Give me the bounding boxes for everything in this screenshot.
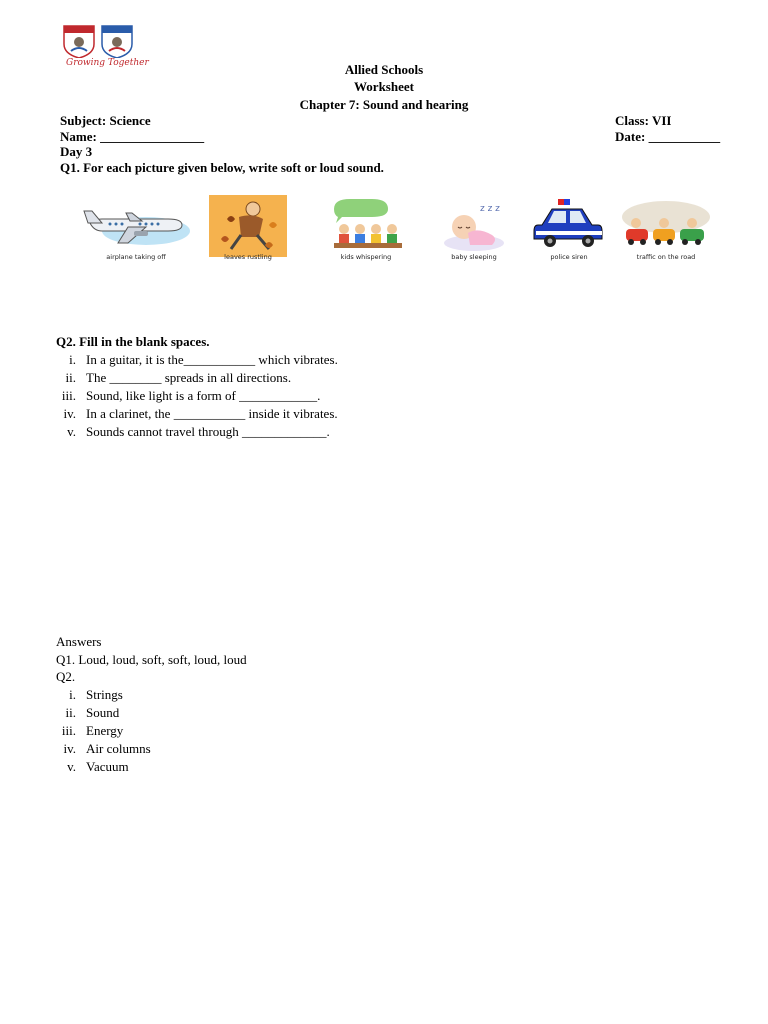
picture-traffic xyxy=(620,195,712,263)
answers-heading: Answers xyxy=(56,634,102,649)
chapter-title: Chapter 7: Sound and hearing xyxy=(299,97,469,112)
answer-item xyxy=(50,723,123,739)
answer-item xyxy=(50,741,151,757)
picture-label: airplane taking off xyxy=(106,253,166,261)
answer-item-text: Sound xyxy=(86,705,120,720)
day-label: Day 3 xyxy=(60,144,93,159)
q2-item-number: iv. xyxy=(63,406,76,421)
answer-item-number: iv. xyxy=(63,741,76,756)
q2-item-number: v. xyxy=(67,424,76,439)
q2-item xyxy=(50,370,291,386)
q2-item xyxy=(50,352,338,368)
name-field: Name: ________________ xyxy=(60,129,205,144)
q2-prompt: Q2. Fill in the blank spaces. xyxy=(56,334,210,349)
q2-item-text: In a clarinet, the ___________ inside it vibrates. xyxy=(86,406,338,421)
baby-icon xyxy=(440,195,508,253)
answer-item-number: v. xyxy=(67,759,76,774)
answer-item-text: Strings xyxy=(86,687,123,702)
picture-row xyxy=(80,195,720,267)
q2-item-text: Sound, like light is a form of ____________. xyxy=(86,388,321,403)
picture-airplane xyxy=(80,195,192,263)
picture-label: police siren xyxy=(550,253,588,261)
answer-item xyxy=(50,705,119,721)
class-label: Class: VII xyxy=(615,113,672,128)
answer-item-text: Energy xyxy=(86,723,124,738)
q2-item-text: In a guitar, it is the___________ which vibrates. xyxy=(86,352,338,367)
picture-police-car xyxy=(532,195,606,263)
answer-item-text: Vacuum xyxy=(86,759,129,774)
logo-tagline: Growing Together xyxy=(66,58,149,68)
police-car-icon xyxy=(532,195,606,253)
answers-q1: Q1. Loud, loud, soft, soft, loud, loud xyxy=(56,652,247,667)
picture-label: traffic on the road xyxy=(636,253,696,261)
q2-item-number: ii. xyxy=(65,370,76,385)
q2-item xyxy=(50,388,320,404)
answer-item-number: i. xyxy=(69,687,76,702)
picture-kids xyxy=(324,195,408,263)
picture-label: leaves rustling xyxy=(224,253,272,261)
q2-item xyxy=(50,424,330,440)
answers-q2-label: Q2. xyxy=(56,669,76,684)
traffic-icon xyxy=(620,195,712,253)
answer-item-text: Air columns xyxy=(86,741,151,756)
answer-item xyxy=(50,759,129,775)
answer-item-number: ii. xyxy=(65,705,76,720)
leaves-icon xyxy=(209,195,287,257)
date-field: Date: ___________ xyxy=(615,129,721,144)
q2-item xyxy=(50,406,338,422)
picture-label: kids whispering xyxy=(340,253,392,261)
airplane-icon xyxy=(80,195,192,253)
document-type: Worksheet xyxy=(354,79,414,94)
q2-item-number: iii. xyxy=(61,388,76,403)
q2-item-text: The ________ spreads in all directions. xyxy=(86,370,292,385)
picture-leaves xyxy=(209,195,287,263)
picture-baby xyxy=(440,195,508,263)
q1-prompt: Q1. For each picture given below, write soft or loud sound. xyxy=(60,160,384,175)
answer-item xyxy=(50,687,123,703)
q2-item-number: i. xyxy=(69,352,76,367)
kids-icon xyxy=(324,195,408,253)
answer-item-number: iii. xyxy=(61,723,76,738)
school-name: Allied Schools xyxy=(344,62,424,77)
subject-label: Subject: Science xyxy=(60,113,151,128)
picture-label: baby sleeping xyxy=(451,253,497,261)
svg-text:z z z: z z z xyxy=(480,204,500,214)
q2-item-text: Sounds cannot travel through _____________. xyxy=(86,424,330,439)
